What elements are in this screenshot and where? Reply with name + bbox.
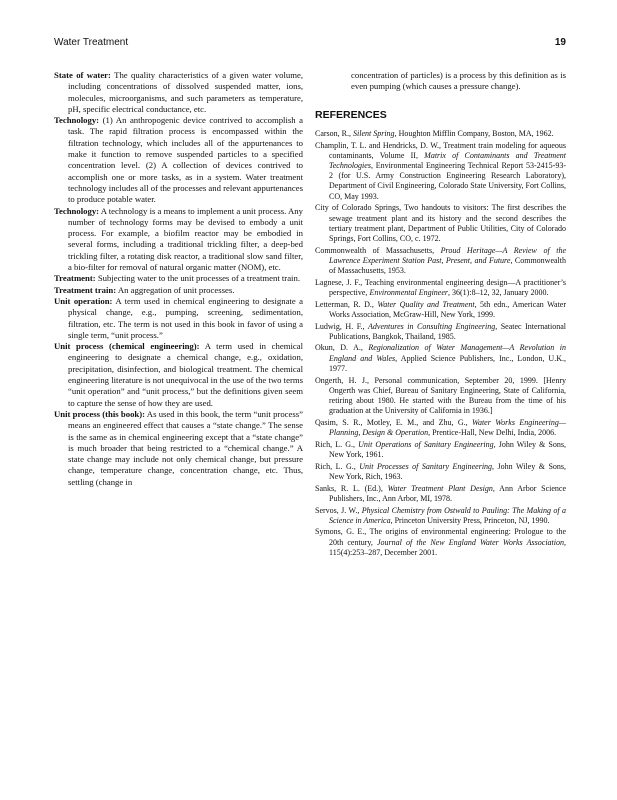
- page-header: [54, 37, 566, 51]
- glossary-definition: A term used in chemical engineering to designate a chemical change, e.g., oxidation, precipitation, disinfection, and biological treatment. The chemical engineering literature is not unequivocal in the use of the two terms “unit operation” and “unit process,” but the definitions given seem to capture the sense of how they are used.: [68, 341, 303, 408]
- reference-title: Silent Spring: [353, 128, 395, 138]
- reference-item: [315, 278, 566, 298]
- reference-title: Journal of the New England Water Works Association: [377, 537, 564, 547]
- references-heading: REFERENCES: [315, 108, 387, 121]
- reference-title: Water Treatment Plant Design: [387, 483, 493, 493]
- glossary-definition: Subjecting water to the unit processes of a treatment train.: [95, 273, 300, 284]
- reference-title: Environmental Engineer: [369, 287, 449, 297]
- reference-text: Okun, D. A.,: [315, 343, 369, 353]
- reference-text: , John Wiley & Sons, New York, 1961.: [329, 439, 566, 459]
- reference-item: [315, 322, 566, 342]
- reference-text: Ongerth, H. J., Personal communication, September 20, 1999. [Henry Ongerth was Chief, Bureau of Sanitary Engineering, State of California, retiring about 1980. He started with the Bureau from the time of his graduation at the University of California in 1936.]: [315, 375, 566, 416]
- reference-text: Champlin, T. L. and Hendricks, D. W., Treatment train modeling for aqueous contaminants, Volume II,: [315, 140, 566, 160]
- reference-item: [315, 484, 566, 504]
- reference-title: Physical Chemistry from Ostwald to Pauling: The Making of a Science in America: [329, 505, 566, 525]
- reference-text: Sanks, R. L. (Ed.),: [315, 483, 388, 493]
- reference-text: , Seatec International Publications, Bangkok, Thailand, 1985.: [329, 321, 566, 341]
- reference-text: Ludwig, H. F.,: [315, 321, 369, 331]
- reference-text: , Princeton University Press, Princeton, NJ, 1990.: [390, 515, 550, 525]
- running-title: Water Treatment: [54, 37, 129, 48]
- glossary-term: Unit process (chemical engineering):: [54, 341, 200, 352]
- reference-title: Adventures in Consulting Engineering: [368, 321, 496, 331]
- glossary-continuation: concentration of particles) is a process by this definition as is even pumping (which causes a pressure change).: [351, 70, 566, 92]
- reference-text: Rich, L. G.,: [315, 461, 360, 471]
- reference-title: Unit Processes of Sanitary Engineering: [359, 461, 493, 471]
- reference-text: Letterman, R. D.,: [315, 299, 378, 309]
- reference-text: , Houghton Mifflin Company, Boston, MA, 1962.: [394, 128, 554, 138]
- reference-item: [315, 440, 566, 460]
- glossary-definition: The quality characteristics of a given water volume, including concentrations of dissolved suspended matter, ions, molecules, microorganisms, and such parameters as temperature, pH, specific electrical conductance, etc.: [68, 70, 303, 114]
- reference-item: [315, 376, 566, 417]
- reference-item: [315, 300, 566, 320]
- reference-text: , John Wiley & Sons, New York, Rich, 1963.: [329, 461, 567, 481]
- glossary-definition: A technology is a means to implement a unit process. Any number of technology forms may be devised to embody a unit process. For example, a biofilm reactor may be embodied in several forms, including a traditional trickling filter, a deep-bed trickling filter, a rotating disk reactor, a traditional slow sand filter, a bio-filter for removal of natural organic matter (NOM), etc.: [68, 205, 303, 273]
- reference-item: [315, 129, 566, 139]
- reference-list: [315, 129, 566, 558]
- glossary-term: Unit operation:: [54, 295, 113, 306]
- glossary-entry: [54, 409, 303, 488]
- reference-text: , Commonwealth of Massachusetts, 1953.: [329, 255, 567, 276]
- reference-item: [315, 506, 566, 526]
- reference-item: [315, 462, 566, 482]
- glossary-entry: [54, 285, 303, 296]
- glossary-entry: [54, 296, 303, 341]
- glossary-term: Technology:: [54, 205, 100, 216]
- glossary-term: State of water:: [54, 70, 111, 80]
- reference-text: City of Colorado Springs, Two handouts to visitors: The first describes the sewage treatment plant and its history and the second describes the tertiary treatment plant, Department of Public Utilities, City of Colorado Springs, Fort Collins, CO, c. 1972.: [315, 203, 566, 243]
- reference-title: Proud Heritage—A Review of the Lawrence Experiment Station Past, Present, and Future: [329, 245, 567, 265]
- glossary-entry: [54, 115, 303, 205]
- reference-text: , 36(1):8–12, 32, January 2000.: [448, 287, 549, 297]
- reference-title: Water Works Engineering—Planning, Design & Operation: [329, 417, 567, 438]
- reference-text: , 5th edn., American Water Works Association, McGraw-Hill, New York, 1999.: [329, 299, 567, 319]
- reference-item: [315, 141, 566, 202]
- reference-title: Water Quality and Treatment: [377, 299, 475, 309]
- reference-item: [315, 418, 566, 438]
- reference-text: Commonwealth of Massachusetts,: [315, 245, 441, 255]
- reference-text: , 115(4):253–287, December 2001.: [329, 537, 566, 557]
- glossary-term: Treatment train:: [54, 284, 117, 295]
- reference-text: Rich, L. G.,: [315, 439, 359, 449]
- glossary-term: Unit process (this book):: [54, 408, 146, 419]
- reference-item: [315, 527, 566, 558]
- reference-title: Regionalization of Water Management—A Revolution in England and Wales: [329, 343, 567, 363]
- reference-text: , Prentice-Hall, New Delhi, India, 2006.: [428, 428, 557, 438]
- reference-text: , Ann Arbor Science Publishers, Inc., Ann Arbor, MI, 1978.: [329, 483, 566, 503]
- glossary-entry: [54, 70, 303, 115]
- page-number: 19: [554, 37, 566, 48]
- glossary-term: Technology:: [54, 115, 100, 126]
- reference-text: Lagnese, J. F., Teaching environmental engineering design—A practitioner’s perspective,: [315, 277, 566, 297]
- glossary-definition: A term used in chemical engineering to designate a physical change, e.g., pumping, screening, sedimentation, filtration, etc. The term is not used in this book in favor of using a single term, “unit process.”: [68, 295, 303, 340]
- reference-item: [315, 203, 566, 244]
- glossary-term: Treatment:: [54, 273, 96, 284]
- reference-text: Carson, R.,: [315, 128, 353, 138]
- reference-text: , Environmental Engineering Technical Report 53-2415-93-2 (for U.S. Army Construction Engineering Research Laboratory), Department of Civil Engineering, Colorado State University, Fort Collins, CO, May 1993.: [329, 161, 567, 201]
- glossary-definition: An aggregation of unit processes.: [116, 284, 235, 295]
- reference-item: [315, 343, 566, 374]
- left-column: [54, 70, 303, 488]
- reference-title: Matrix of Contaminants and Treatment Technologies: [329, 150, 566, 170]
- reference-title: Unit Operations of Sanitary Engineering: [358, 439, 494, 449]
- glossary-definition: As used in this book, the term “unit process” means an engineered effect that causes a “state change.” The sense is the same as in chemical engineering except that a “state change” is much broader that being restricted to a “chemical change.” A state change may include not only chemical change, but pressure change, temperature change, concentration change, etc. Thus, settling (change in: [68, 408, 303, 487]
- glossary-entry: [54, 206, 303, 274]
- glossary-definition: (1) An anthropogenic device contrived to accomplish a task. The rapid filtration process is encompassed within the filtration technology, which includes all of the appurtenances to make it function to remove suspended particles to a specified concentration level. (2) A collection of devices contrived to accomplish one or more tasks, as in a system. Water treatment technology includes all of the processes and relevant appurtenances to produce potable water.: [68, 115, 303, 205]
- glossary-entry: [54, 341, 303, 409]
- reference-text: Symons, G. E., The origins of environmental engineering: Prologue to the 20th century,: [315, 527, 566, 547]
- right-column: [315, 70, 566, 560]
- reference-text: Qasim, S. R., Motley, E. M., and Zhu, G.,: [315, 417, 473, 427]
- reference-text: Servos, J. W.,: [315, 505, 362, 515]
- reference-item: [315, 246, 566, 277]
- glossary-entry: [54, 273, 303, 284]
- reference-text: , Applied Science Publishers, Inc., London, U.K., 1977.: [329, 353, 566, 373]
